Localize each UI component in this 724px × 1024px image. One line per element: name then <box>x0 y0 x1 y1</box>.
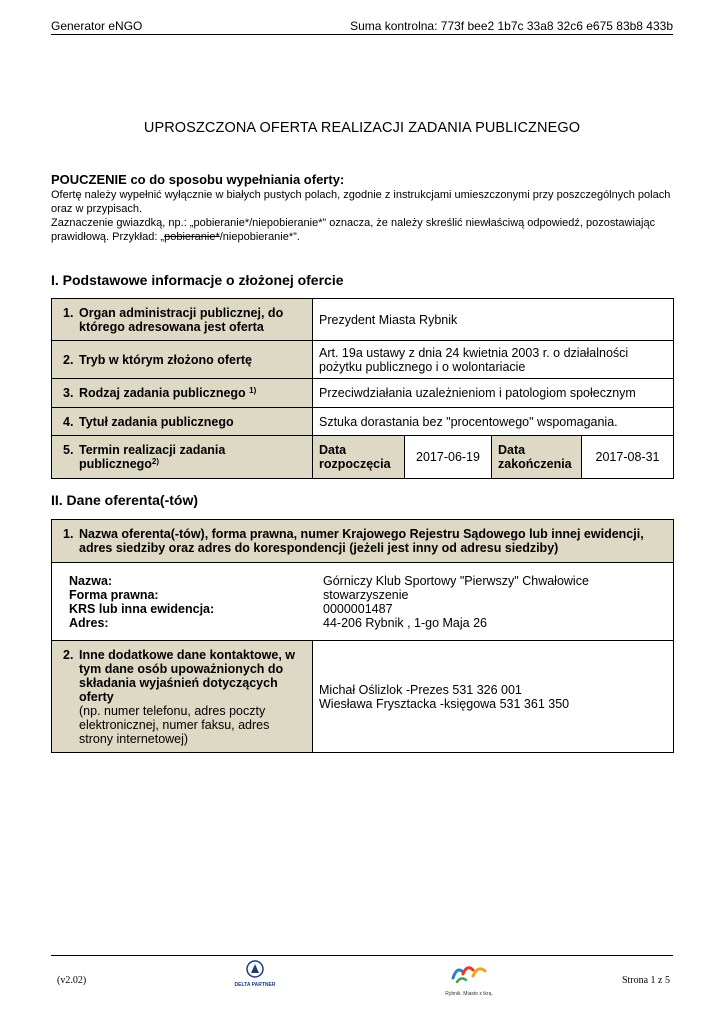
field-key: Adres: <box>69 615 109 630</box>
field-row <box>53 616 672 630</box>
field-key: KRS lub inna ewidencja: <box>69 601 215 616</box>
footnote-ref: 2) <box>151 457 160 466</box>
instructions <box>51 172 673 244</box>
contact-line: Wiesława Frysztacka -księgowa 531 361 350 <box>319 696 570 711</box>
version: (v2.02) <box>57 975 87 986</box>
end-date-value: 2017-08-31 <box>582 436 674 479</box>
row-label-hint: (np. numer telefonu, adres poczty elektronicznej, numer faksu, adres strony internetowej) <box>79 703 270 746</box>
row-label-text: Inne dodatkowe dane kontaktowe, w tym dane osób upoważnionych do składania wyjaśnień dotyczących oferty <box>79 647 296 704</box>
table-row <box>52 408 674 436</box>
field-key: Nazwa: <box>69 573 113 588</box>
field-value: 44-206 Rybnik , 1-go Maja 26 <box>323 615 487 630</box>
row-number: 2. <box>63 352 74 367</box>
document-title: UPROSZCZONA OFERTA REALIZACJI ZADANIA PUBLICZNEGO <box>143 120 581 136</box>
task-type-value: Przeciwdziałania uzależnieniom i patologiom społecznym <box>313 379 674 408</box>
page-header <box>51 18 673 35</box>
table-row <box>52 436 674 479</box>
contact-line: Michał Oślizlok -Prezes 531 326 001 <box>319 682 522 697</box>
footer-divider <box>51 955 673 956</box>
strikethrough-example: pobieranie* <box>164 231 220 243</box>
instructions-line1: Ofertę należy wypełnić wyłącznie w białych pustych polach, zgodnie z instrukcjami umieszczonymi przy poszczególnych polach oraz w przypisach. <box>51 189 671 215</box>
row-label <box>52 408 313 436</box>
row-number: 1. <box>63 527 74 541</box>
instructions-line2-end: /niepobieranie*”. <box>219 231 300 243</box>
end-date-label: Data zakończenia <box>492 436 582 479</box>
row-label-text: Rodzaj zadania publicznego <box>79 386 246 400</box>
offeror-table <box>51 519 674 753</box>
row-label-text: Organ administracji publicznej, do którego adresowana jest oferta <box>79 305 284 334</box>
task-title-value: Sztuka dorastania bez "procentowego" wspomagania. <box>313 408 674 436</box>
row-label <box>52 341 313 379</box>
table-row <box>52 341 674 379</box>
table-row <box>52 379 674 408</box>
row-label <box>52 379 313 408</box>
row-label-text: Termin realizacji zadania publicznego <box>79 443 226 471</box>
field-value: stowarzyszenie <box>323 587 409 602</box>
row-number: 1. <box>63 305 74 320</box>
row-number: 5. <box>63 443 74 457</box>
app-name: Generator eNGO <box>51 19 143 33</box>
field-row <box>53 574 672 588</box>
field-row <box>53 602 672 616</box>
contacts-value <box>313 641 674 753</box>
delta-icon <box>246 960 264 978</box>
logo1-text: DELTA PARTNER <box>234 982 276 988</box>
table-row <box>52 520 674 563</box>
row-label-text: Tryb w którym złożono ofertę <box>79 352 252 367</box>
rybnik-icon <box>449 960 489 986</box>
basic-info-table <box>51 298 674 479</box>
row-label <box>52 436 313 479</box>
table-row <box>52 299 674 341</box>
field-key: Forma prawna: <box>69 587 159 602</box>
checksum: Suma kontrolna: 773f bee2 1b7c 33a8 32c6 e675 83b8 433b <box>350 19 673 33</box>
section2-title: II. Dane oferenta(-tów) <box>51 492 199 508</box>
start-date-label: Data rozpoczęcia <box>313 436 405 479</box>
logo2-text: Rybnik. Miasto z ikrą. <box>445 991 493 997</box>
row-number: 3. <box>63 386 74 400</box>
offeror-details <box>52 563 674 641</box>
footnote-ref: 1) <box>249 386 257 395</box>
delta-partner-logo <box>233 960 277 1000</box>
row-label <box>52 299 313 341</box>
rybnik-logo <box>440 960 498 1002</box>
instructions-line2 <box>51 216 673 244</box>
instructions-heading: POUCZENIE co do sposobu wypełniania oferty: <box>51 172 345 187</box>
table-row <box>52 563 674 641</box>
instructions-line2-text: Zaznaczenie gwiazdką, np.: „pobieranie*/niepobieranie*” oznacza, że należy skreślić niewłaściwą odpowiedź, pozostawiając prawidłową. Przykład: „ <box>51 217 656 243</box>
row-label <box>52 520 674 563</box>
row-number: 2. <box>63 647 74 662</box>
section1-title: I. Podstawowe informacje o złożonej ofercie <box>51 272 344 288</box>
field-value: Górniczy Klub Sportowy "Pierwszy" Chwałowice <box>323 573 589 588</box>
row-label-text: Nazwa oferenta(-tów), forma prawna, numer Krajowego Rejestru Sądowego lub innej ewidencji, adres siedziby oraz adres do korespondencji (jeżeli jest inny od adresu siedziby) <box>79 527 644 555</box>
mode-value: Art. 19a ustawy z dnia 24 kwietnia 2003 r. o działalności pożytku publicznego i o wolontariacie <box>313 341 674 379</box>
row-number: 4. <box>63 414 74 429</box>
field-row <box>53 588 672 602</box>
organ-value: Prezydent Miasta Rybnik <box>313 299 674 341</box>
row-label-text: Tytuł zadania publicznego <box>79 414 234 429</box>
field-value: 0000001487 <box>323 601 393 616</box>
table-row <box>52 641 674 753</box>
row-label <box>52 641 313 753</box>
page-number: Strona 1 z 5 <box>621 975 670 986</box>
start-date-value: 2017-06-19 <box>405 436 492 479</box>
